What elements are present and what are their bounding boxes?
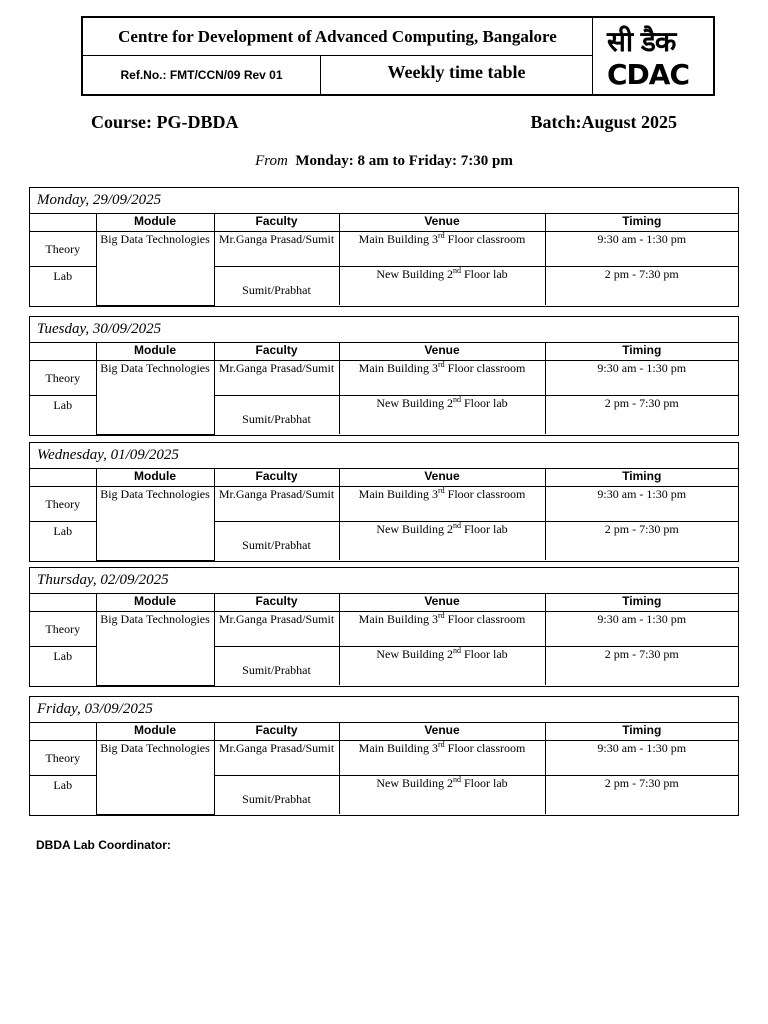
faculty-name: Mr.Ganga Prasad/Sumit (214, 361, 339, 396)
table-row-theory (30, 612, 738, 647)
header-venue: Venue (339, 469, 545, 487)
table-header-row (30, 214, 738, 232)
faculty-name: Mr.Ganga Prasad/Sumit (214, 232, 339, 267)
venue-ordinal: nd (453, 395, 461, 404)
session-type: Theory (30, 612, 96, 647)
day-title: Tuesday, 30/09/2025 (30, 317, 738, 343)
header-venue: Venue (339, 723, 545, 741)
timing: 9:30 am - 1:30 pm (545, 612, 738, 647)
day-title: Friday, 03/09/2025 (30, 697, 738, 723)
timing: 2 pm - 7:30 pm (545, 267, 738, 306)
schedule-range-text: Monday: 8 am to Friday: 7:30 pm (295, 153, 513, 169)
venue-text: New Building 2 (376, 522, 453, 536)
venue-text-rest: Floor classroom (444, 361, 526, 375)
cdac-logo (593, 18, 713, 94)
session-type: Theory (30, 232, 96, 267)
table-header-row (30, 594, 738, 612)
document-header (81, 16, 715, 96)
session-type: Theory (30, 487, 96, 522)
venue-text-rest: Floor classroom (444, 487, 526, 501)
day-title: Monday, 29/09/2025 (30, 188, 738, 214)
session-type: Theory (30, 361, 96, 396)
venue-ordinal: rd (438, 360, 445, 369)
venue-text-rest: Floor lab (461, 522, 508, 536)
header-venue: Venue (339, 214, 545, 232)
session-type: Theory (30, 741, 96, 776)
venue (339, 612, 545, 647)
header-cell-blank (30, 214, 96, 232)
venue-ordinal: nd (453, 775, 461, 784)
venue-ordinal: rd (438, 740, 445, 749)
header-module: Module (96, 343, 214, 361)
faculty-name: Sumit/Prabhat (214, 647, 339, 686)
venue-text: Main Building 3 (358, 741, 438, 755)
module-name: Big Data Technologies (96, 741, 214, 815)
table-row-theory (30, 361, 738, 396)
venue-text: Main Building 3 (358, 612, 438, 626)
table-header-row (30, 343, 738, 361)
venue-text: New Building 2 (376, 396, 453, 410)
header-timing: Timing (545, 723, 738, 741)
day-timetable (30, 594, 738, 686)
timing: 9:30 am - 1:30 pm (545, 487, 738, 522)
header-module: Module (96, 594, 214, 612)
table-row-theory (30, 232, 738, 267)
venue-text: Main Building 3 (358, 232, 438, 246)
venue (339, 487, 545, 522)
module-name: Big Data Technologies (96, 232, 214, 306)
schedule-from-word: From (255, 153, 288, 169)
venue (339, 396, 545, 435)
venue-text-rest: Floor lab (461, 776, 508, 790)
institute-name: Centre for Development of Advanced Computing, Bangalore (83, 18, 593, 56)
venue-ordinal: rd (438, 486, 445, 495)
venue (339, 361, 545, 396)
faculty-name: Sumit/Prabhat (214, 522, 339, 561)
faculty-name: Mr.Ganga Prasad/Sumit (214, 487, 339, 522)
day-title: Wednesday, 01/09/2025 (30, 443, 738, 469)
header-module: Module (96, 723, 214, 741)
venue-text: Main Building 3 (358, 487, 438, 501)
venue-ordinal: nd (453, 521, 461, 530)
timing: 9:30 am - 1:30 pm (545, 741, 738, 776)
day-block (29, 696, 739, 816)
cdac-logo-hindi: सी डैक (607, 25, 676, 58)
timing: 9:30 am - 1:30 pm (545, 361, 738, 396)
venue-ordinal: rd (438, 611, 445, 620)
day-block (29, 187, 739, 307)
header-venue: Venue (339, 594, 545, 612)
table-row-theory (30, 487, 738, 522)
venue (339, 741, 545, 776)
header-faculty: Faculty (214, 594, 339, 612)
day-timetable (30, 723, 738, 815)
header-venue: Venue (339, 343, 545, 361)
schedule-range (0, 153, 768, 170)
venue-ordinal: nd (453, 646, 461, 655)
header-faculty: Faculty (214, 214, 339, 232)
header-cell-blank (30, 723, 96, 741)
venue-text: New Building 2 (376, 647, 453, 661)
venue-text-rest: Floor lab (461, 267, 508, 281)
module-name: Big Data Technologies (96, 361, 214, 435)
timing: 9:30 am - 1:30 pm (545, 232, 738, 267)
lab-coordinator-label: DBDA Lab Coordinator: (36, 838, 171, 852)
day-block (29, 316, 739, 436)
day-timetable (30, 469, 738, 561)
day-timetable (30, 214, 738, 306)
header-cell-blank (30, 594, 96, 612)
faculty-name: Sumit/Prabhat (214, 396, 339, 435)
header-cell-blank (30, 343, 96, 361)
table-header-row (30, 469, 738, 487)
header-faculty: Faculty (214, 723, 339, 741)
day-block (29, 442, 739, 562)
session-type: Lab (30, 647, 96, 686)
header-timing: Timing (545, 469, 738, 487)
venue-ordinal: nd (453, 266, 461, 275)
faculty-name: Mr.Ganga Prasad/Sumit (214, 741, 339, 776)
header-timing: Timing (545, 343, 738, 361)
venue-text-rest: Floor classroom (444, 232, 526, 246)
session-type: Lab (30, 776, 96, 815)
session-type: Lab (30, 522, 96, 561)
venue-text: Main Building 3 (358, 361, 438, 375)
day-title: Thursday, 02/09/2025 (30, 568, 738, 594)
header-timing: Timing (545, 594, 738, 612)
module-name: Big Data Technologies (96, 487, 214, 561)
venue (339, 647, 545, 686)
venue-text: New Building 2 (376, 776, 453, 790)
venue-text: New Building 2 (376, 267, 453, 281)
day-timetable (30, 343, 738, 435)
document-title: Weekly time table (321, 56, 593, 94)
venue-text-rest: Floor lab (461, 396, 508, 410)
timing: 2 pm - 7:30 pm (545, 647, 738, 686)
reference-number: Ref.No.: FMT/CCN/09 Rev 01 (83, 56, 321, 94)
batch-label: Batch:August 2025 (530, 112, 677, 132)
course-label: Course: PG-DBDA (91, 112, 239, 132)
day-block (29, 567, 739, 687)
header-module: Module (96, 214, 214, 232)
faculty-name: Mr.Ganga Prasad/Sumit (214, 612, 339, 647)
venue (339, 267, 545, 306)
header-faculty: Faculty (214, 469, 339, 487)
venue (339, 776, 545, 815)
venue-text-rest: Floor lab (461, 647, 508, 661)
venue-ordinal: rd (438, 231, 445, 240)
venue-text-rest: Floor classroom (444, 741, 526, 755)
header-timing: Timing (545, 214, 738, 232)
table-row-theory (30, 741, 738, 776)
faculty-name: Sumit/Prabhat (214, 776, 339, 815)
header-cell-blank (30, 469, 96, 487)
faculty-name: Sumit/Prabhat (214, 267, 339, 306)
header-module: Module (96, 469, 214, 487)
table-header-row (30, 723, 738, 741)
module-name: Big Data Technologies (96, 612, 214, 686)
timing: 2 pm - 7:30 pm (545, 396, 738, 435)
session-type: Lab (30, 396, 96, 435)
cdac-logo-text: CDAC (607, 58, 690, 91)
header-faculty: Faculty (214, 343, 339, 361)
venue (339, 232, 545, 267)
timing: 2 pm - 7:30 pm (545, 522, 738, 561)
venue-text-rest: Floor classroom (444, 612, 526, 626)
venue (339, 522, 545, 561)
session-type: Lab (30, 267, 96, 306)
timing: 2 pm - 7:30 pm (545, 776, 738, 815)
